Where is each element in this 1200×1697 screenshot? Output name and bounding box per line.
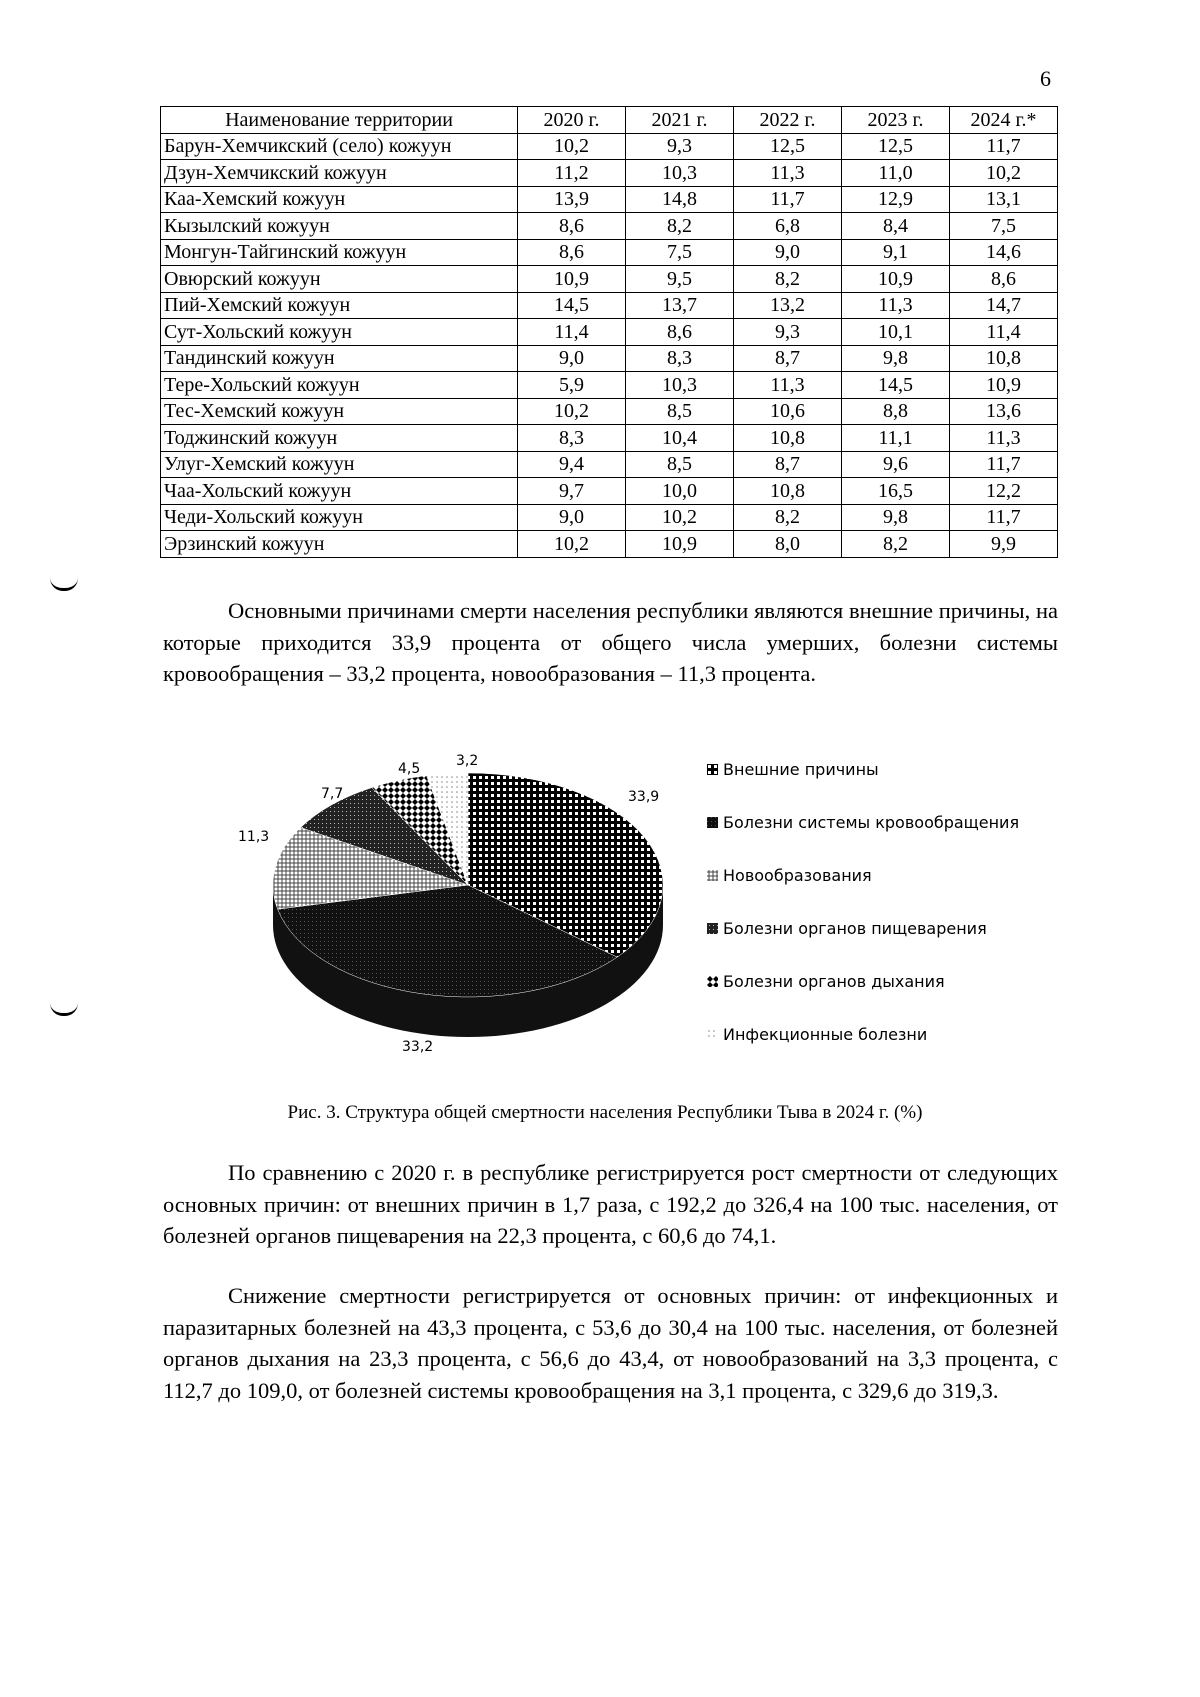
cell-value: 10,2 [950, 160, 1058, 187]
header-2024: 2024 г.* [950, 107, 1058, 134]
cell-value: 11,7 [734, 186, 842, 213]
table-row [161, 133, 1058, 160]
cell-value: 13,9 [518, 186, 626, 213]
cell-value: 8,0 [734, 531, 842, 558]
cell-territory: Эрзинский кожуун [161, 531, 518, 558]
cell-value: 10,0 [626, 478, 734, 505]
legend-label: Болезни органов дыхания [723, 972, 945, 991]
data-label: 7,7 [321, 786, 344, 802]
legend-swatch [707, 764, 718, 775]
cell-value: 11,3 [734, 160, 842, 187]
cell-value: 10,3 [626, 160, 734, 187]
cell-value: 9,4 [518, 451, 626, 478]
table-row [161, 398, 1058, 425]
cell-territory: Тоджинский кожуун [161, 425, 518, 452]
table-header-row [161, 107, 1058, 134]
cell-value: 11,2 [518, 160, 626, 187]
legend-swatch [707, 817, 718, 828]
table-row [161, 531, 1058, 558]
cell-value: 16,5 [842, 478, 950, 505]
cell-value: 6,8 [734, 213, 842, 240]
cell-value: 7,5 [626, 239, 734, 266]
cell-value: 12,5 [734, 133, 842, 160]
cell-value: 14,5 [518, 292, 626, 319]
scan-mark [50, 1003, 78, 1016]
cell-value: 13,6 [950, 398, 1058, 425]
table-row [161, 425, 1058, 452]
table-row [161, 345, 1058, 372]
cell-value: 7,5 [950, 213, 1058, 240]
scan-mark [50, 578, 78, 591]
table-row [161, 239, 1058, 266]
cell-value: 11,0 [842, 160, 950, 187]
cell-territory: Тандинский кожуун [161, 345, 518, 372]
table-row [161, 292, 1058, 319]
cell-value: 14,8 [626, 186, 734, 213]
cell-territory: Кызылский кожуун [161, 213, 518, 240]
table-row [161, 478, 1058, 505]
cell-value: 10,6 [734, 398, 842, 425]
header-2021: 2021 г. [626, 107, 734, 134]
cell-value: 11,1 [842, 425, 950, 452]
table-row [161, 372, 1058, 399]
legend-item [707, 866, 1019, 919]
cell-territory: Барун-Хемчикский (село) кожуун [161, 133, 518, 160]
cell-value: 11,4 [950, 319, 1058, 346]
legend-label: Новообразования [723, 866, 872, 885]
legend-swatch [707, 976, 718, 987]
legend-item [707, 760, 1019, 813]
cell-value: 10,2 [518, 133, 626, 160]
cell-value: 9,9 [950, 531, 1058, 558]
cell-value: 8,6 [626, 319, 734, 346]
data-label: 11,3 [238, 829, 270, 845]
cell-value: 12,9 [842, 186, 950, 213]
table-row [161, 213, 1058, 240]
header-2020: 2020 г. [518, 107, 626, 134]
table-row [161, 319, 1058, 346]
header-2022: 2022 г. [734, 107, 842, 134]
cell-value: 10,9 [626, 531, 734, 558]
cell-territory: Тере-Хольский кожуун [161, 372, 518, 399]
legend-label: Внешние причины [723, 760, 879, 779]
page-number: 6 [1040, 66, 1051, 91]
cell-value: 9,1 [842, 239, 950, 266]
cell-value: 10,3 [626, 372, 734, 399]
cell-territory: Улуг-Хемский кожуун [161, 451, 518, 478]
cell-value: 9,7 [518, 478, 626, 505]
cell-value: 10,9 [842, 266, 950, 293]
header-territory: Наименование территории [161, 107, 518, 134]
paragraph-decline: Снижение смертности регистрируется от основных причин: от инфекционных и паразитарных болезней на 43,3 процента, с 53,6 до 30,4 на 100 тыс. населения, от болезней органов дыхания на 23,3 процента, с 56,6 до 43,4, от новообразований на 3,3 процента, с 112,7 до 109,0, от болезней системы кровообращения на 3,1 процента, с 329,6 до 319,3. [163, 1283, 1058, 1403]
data-label: 4,5 [398, 761, 421, 777]
cell-value: 8,3 [626, 345, 734, 372]
cell-value: 9,0 [734, 239, 842, 266]
cell-value: 8,7 [734, 451, 842, 478]
table-row [161, 504, 1058, 531]
cell-territory: Чеди-Хольский кожуун [161, 504, 518, 531]
legend-label: Болезни системы кровообращения [723, 813, 1020, 832]
cell-value: 8,8 [842, 398, 950, 425]
cell-territory: Овюрский кожуун [161, 266, 518, 293]
cell-value: 10,8 [950, 345, 1058, 372]
cell-value: 14,5 [842, 372, 950, 399]
cell-value: 9,6 [842, 451, 950, 478]
cell-value: 9,5 [626, 266, 734, 293]
mortality-table [160, 106, 1058, 558]
cell-value: 10,2 [518, 531, 626, 558]
cell-value: 9,8 [842, 345, 950, 372]
cell-territory: Сут-Хольский кожуун [161, 319, 518, 346]
table-row [161, 266, 1058, 293]
cell-value: 10,9 [518, 266, 626, 293]
cell-value: 13,7 [626, 292, 734, 319]
cell-value: 8,3 [518, 425, 626, 452]
legend-item [707, 972, 1019, 1025]
cell-value: 10,2 [518, 398, 626, 425]
cell-territory: Дзун-Хемчикский кожуун [161, 160, 518, 187]
cell-value: 8,2 [626, 213, 734, 240]
legend-label: Инфекционные болезни [723, 1025, 928, 1044]
figure-caption: Рис. 3. Структура общей смертности населения Республики Тыва в 2024 г. (%) [287, 1102, 923, 1123]
cell-value: 10,4 [626, 425, 734, 452]
cell-value: 11,4 [518, 319, 626, 346]
cell-value: 11,7 [950, 451, 1058, 478]
table-row [161, 451, 1058, 478]
cell-value: 8,5 [626, 451, 734, 478]
cell-value: 9,3 [734, 319, 842, 346]
cell-value: 11,7 [950, 504, 1058, 531]
cell-value: 8,2 [842, 531, 950, 558]
cell-value: 13,2 [734, 292, 842, 319]
cell-value: 9,8 [842, 504, 950, 531]
cell-value: 10,1 [842, 319, 950, 346]
legend-swatch [707, 923, 718, 934]
cell-value: 8,2 [734, 266, 842, 293]
paragraph-growth: По сравнению с 2020 г. в республике регистрируется рост смертности от следующих основных причин: от внешних причин в 1,7 раза, с 192,2 до 326,4 на 100 тыс. населения, от болезней органов пищеварения на 22,3 процента, с 60,6 до 74,1. [163, 1160, 1058, 1248]
legend-label: Болезни органов пищеварения [723, 919, 987, 938]
legend-swatch [707, 870, 718, 881]
cell-value: 14,6 [950, 239, 1058, 266]
cell-territory: Чаа-Хольский кожуун [161, 478, 518, 505]
cell-value: 11,3 [842, 292, 950, 319]
header-2023: 2023 г. [842, 107, 950, 134]
legend-item [707, 813, 1019, 866]
cell-value: 8,2 [734, 504, 842, 531]
legend-swatch [707, 1029, 718, 1040]
cell-territory: Тес-Хемский кожуун [161, 398, 518, 425]
legend-item [707, 1025, 1019, 1078]
cell-value: 11,7 [950, 133, 1058, 160]
cell-value: 11,3 [950, 425, 1058, 452]
cell-value: 10,8 [734, 478, 842, 505]
cell-value: 8,6 [518, 239, 626, 266]
cell-value: 13,1 [950, 186, 1058, 213]
chart-legend [707, 760, 1019, 1078]
cell-value: 14,7 [950, 292, 1058, 319]
cell-territory: Пий-Хемский кожуун [161, 292, 518, 319]
cell-value: 9,0 [518, 345, 626, 372]
cell-territory: Каа-Хемский кожуун [161, 186, 518, 213]
cell-value: 8,6 [950, 266, 1058, 293]
cell-value: 10,9 [950, 372, 1058, 399]
data-label: 33,2 [402, 1039, 434, 1055]
cell-territory: Монгун-Тайгинский кожуун [161, 239, 518, 266]
paragraph-causes: Основными причинами смерти населения республики являются внешние причины, на которые приходится 33,9 процента от общего числа умерших, болезни системы кровообращения – 33,2 процента, новообразования – 11,3 процента. [163, 598, 1058, 686]
cell-value: 5,9 [518, 372, 626, 399]
data-label: 3,2 [456, 753, 479, 769]
cell-value: 10,2 [626, 504, 734, 531]
table-row [161, 160, 1058, 187]
cell-value: 8,4 [842, 213, 950, 240]
data-label: 33,9 [628, 789, 660, 805]
cell-value: 11,3 [734, 372, 842, 399]
table-row [161, 186, 1058, 213]
cell-value: 10,8 [734, 425, 842, 452]
cell-value: 8,7 [734, 345, 842, 372]
legend-item [707, 919, 1019, 972]
cell-value: 8,6 [518, 213, 626, 240]
cell-value: 12,5 [842, 133, 950, 160]
cell-value: 12,2 [950, 478, 1058, 505]
cell-value: 9,3 [626, 133, 734, 160]
cell-value: 8,5 [626, 398, 734, 425]
cell-value: 9,0 [518, 504, 626, 531]
